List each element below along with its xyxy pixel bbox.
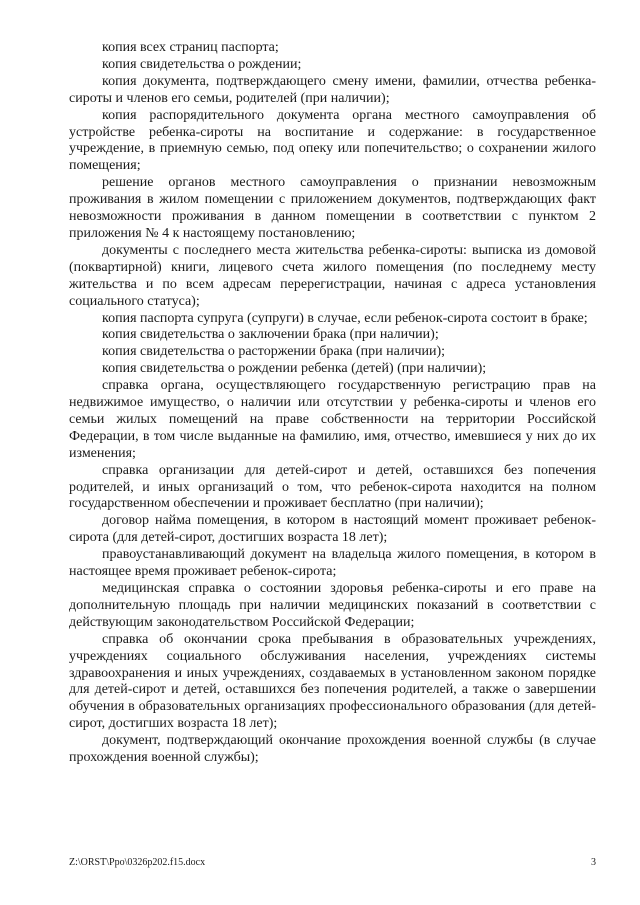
list-item: копия распорядительного документа органа местного самоуправления об устройстве ребенка-сироты на воспитание и содержание: в государственное учреждение, в приемную семью, под опеку или попечительство; о сохранении жилого помещения; [69,107,596,174]
footer-file-path: Z:\ORST\Ppo\0326p202.f15.docx [69,857,206,868]
list-item: документы с последнего места жительства ребенка-сироты: выписка из домовой (поквартирной) книги, лицевого счета жилого помещения (по последнему месту жительства и по всем адресам перерегистрации, начиная с адреса установления социального статуса); [69,242,596,309]
list-item: правоустанавливающий документ на владельца жилого помещения, в котором в настоящее время проживает ребенок-сирота; [69,547,596,580]
list-item: справка органа, осуществляющего государственную регистрацию прав на недвижимое имущество, о наличии или отсутствии у ребенка-сироты и членов его семьи жилых помещений на праве собственности на территории Российской Федерации, в том числе выданные на фамилию, имя, отчество, имевшиеся у них до их изменения; [69,378,596,461]
list-item: копия документа, подтверждающего смену имени, фамилии, отчества ребенка-сироты и членов его семьи, родителей (при наличии); [69,73,596,106]
list-item: договор найма помещения, в котором в настоящий момент проживает ребенок-сирота (для детей-сирот, достигших возраста 18 лет); [69,513,596,546]
list-item: копия свидетельства о расторжении брака (при наличии); [102,344,446,360]
page-number: 3 [591,857,596,868]
document-body [69,40,596,767]
list-item: копия свидетельства о рождении; [102,56,302,72]
list-item: медицинская справка о состоянии здоровья ребенка-сироты и его праве на дополнительную площадь при наличии медицинских показаний в соответствии с действующим законодательством Российской Федерации; [69,581,596,630]
list-item: копия всех страниц паспорта; [102,40,279,55]
list-item: копия паспорта супруга (супруги) в случае, если ребенок-сирота состоит в браке; [102,310,588,326]
list-item: документ, подтверждающий окончание прохождения военной службы (в случае прохождения военной службы); [69,733,596,766]
list-item: решение органов местного самоуправления о признании невозможным проживания в жилом помещении с приложением документов, подтверждающих факт невозможности проживания в данном помещении в соответствии с пунктом 2 приложения № 4 к настоящему постановлению; [69,175,596,241]
list-item: копия свидетельства о рождении ребенка (детей) (при наличии); [102,361,487,377]
list-item: справка об окончании срока пребывания в образовательных учреждениях, учреждениях социального обслуживания населения, учреждениях системы здравоохранения и иных учреждениях, создаваемых в установленном законом порядке для детей-сирот и детей, оставшихся без попечения родителей, а также о завершении обучения в образовательных организациях профессионального образования (для детей-сирот, достигших возраста 18 лет); [69,631,596,732]
list-item: копия свидетельства о заключении брака (при наличии); [102,327,439,343]
list-item: справка организации для детей-сирот и детей, оставшихся без попечения родителей, и иных организаций о том, что ребенок-сирота находится на полном государственном обеспечении и проживает бесплатно (при наличии); [69,462,596,512]
